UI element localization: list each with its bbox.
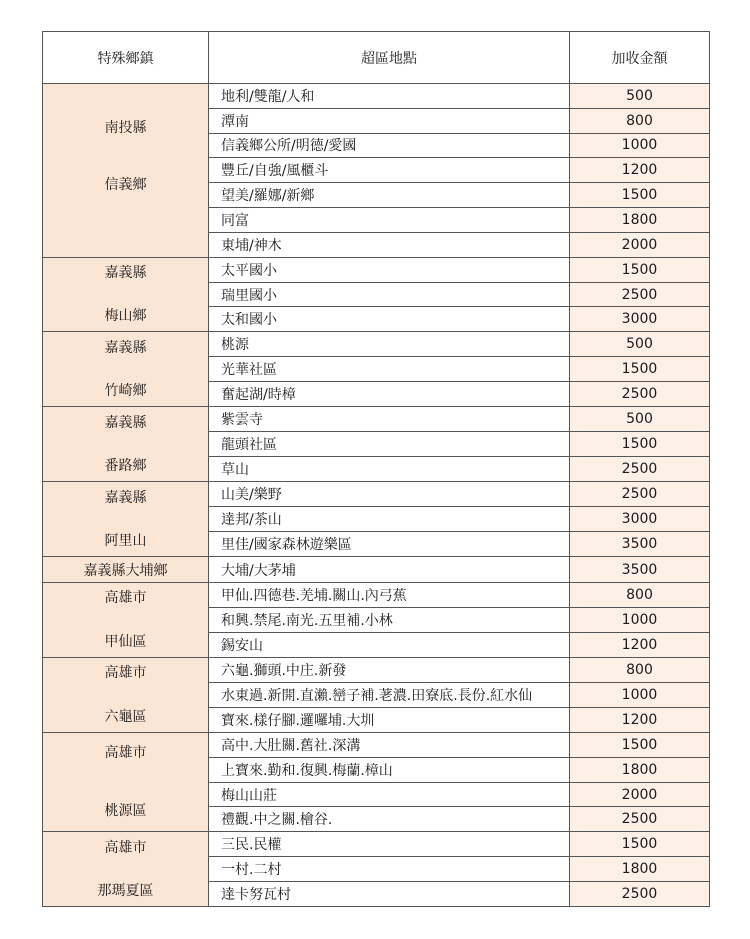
fee-cell: 3500 — [570, 557, 710, 583]
region-county: 嘉義縣 — [104, 264, 147, 281]
region-cell — [43, 832, 209, 907]
table-row — [43, 557, 710, 583]
location-cell: 太平國小 — [209, 257, 570, 282]
fee-cell: 500 — [570, 84, 710, 109]
fee-cell: 1500 — [570, 257, 710, 282]
region-cell — [43, 482, 209, 557]
fee-cell: 1800 — [570, 857, 710, 882]
table-row — [43, 582, 710, 607]
region-cell — [43, 657, 209, 732]
location-cell: 龍頭社區 — [209, 432, 570, 457]
location-cell: 和興.禁尾.南光.五里補.小林 — [209, 607, 570, 632]
location-cell: 同富 — [209, 207, 570, 232]
region-cell — [43, 84, 209, 258]
location-cell: 達邦/茶山 — [209, 507, 570, 532]
table-row — [43, 407, 710, 432]
region-township: 信義鄉 — [104, 177, 147, 194]
table-row — [43, 732, 710, 757]
region-county: 嘉義縣 — [104, 489, 147, 506]
location-cell: 望美/羅娜/新鄉 — [209, 183, 570, 208]
fee-cell: 1200 — [570, 707, 710, 732]
location-cell: 信義鄉公所/明德/愛國 — [209, 133, 570, 158]
location-cell: 三民.民權 — [209, 832, 570, 857]
location-cell: 瑞里國小 — [209, 282, 570, 307]
fee-cell: 1800 — [570, 207, 710, 232]
header-location: 超區地點 — [209, 32, 570, 84]
region-county: 嘉義縣 — [104, 339, 147, 356]
location-cell: 禮觀.中之關.檜谷. — [209, 807, 570, 832]
location-cell: 桃源 — [209, 332, 570, 357]
location-cell: 高中.大肚關.舊社.深溝 — [209, 732, 570, 757]
fee-cell: 2500 — [570, 882, 710, 907]
location-cell: 草山 — [209, 457, 570, 482]
fee-cell: 3500 — [570, 532, 710, 557]
fee-cell: 2500 — [570, 457, 710, 482]
region-county: 南投縣 — [104, 120, 147, 137]
location-cell: 里佳/國家森林遊樂區 — [209, 532, 570, 557]
location-cell: 梅山山莊 — [209, 782, 570, 807]
location-cell: 潭南 — [209, 108, 570, 133]
fee-cell: 800 — [570, 108, 710, 133]
region-township: 那瑪夏區 — [97, 883, 154, 900]
location-cell: 豐丘/自強/風櫃斗 — [209, 158, 570, 183]
location-cell: 達卡努瓦村 — [209, 882, 570, 907]
fee-cell: 3000 — [570, 507, 710, 532]
region-county: 嘉義縣大埔鄉 — [83, 562, 168, 579]
fee-cell: 1800 — [570, 757, 710, 782]
region-county: 高雄市 — [104, 590, 147, 607]
region-township: 甲仙區 — [104, 633, 147, 650]
location-cell: 山美/樂野 — [209, 482, 570, 507]
fee-cell: 1500 — [570, 432, 710, 457]
table-row — [43, 482, 710, 507]
region-township: 梅山鄉 — [104, 308, 147, 325]
region-cell — [43, 407, 209, 482]
location-cell: 紫雲寺 — [209, 407, 570, 432]
fee-cell: 1000 — [570, 133, 710, 158]
table-row — [43, 332, 710, 357]
table-row — [43, 257, 710, 282]
fee-cell: 500 — [570, 332, 710, 357]
location-cell: 水東過.新開.直瀨.巒子補.荖濃.田寮底.長份.紅水仙 — [209, 682, 570, 707]
header-row — [43, 32, 710, 84]
location-cell: 寶來.樣仔腳.邏囉埔.大圳 — [209, 707, 570, 732]
fee-cell: 2000 — [570, 232, 710, 257]
region-county: 高雄市 — [104, 744, 147, 761]
location-cell: 上寶來.勤和.復興.梅蘭.樟山 — [209, 757, 570, 782]
location-cell: 甲仙.四德巷.羌埔.關山.內弓蕉 — [209, 582, 570, 607]
location-cell: 地利/雙龍/人和 — [209, 84, 570, 109]
fee-cell: 1500 — [570, 357, 710, 382]
fee-cell: 2500 — [570, 282, 710, 307]
header-region: 特殊鄉鎮 — [43, 32, 209, 84]
fee-cell: 800 — [570, 582, 710, 607]
location-cell: 光華社區 — [209, 357, 570, 382]
region-township: 六龜區 — [104, 708, 147, 725]
location-cell: 六龜.獅頭.中庄.新發 — [209, 657, 570, 682]
location-cell: 一村.二村 — [209, 857, 570, 882]
region-cell — [43, 582, 209, 657]
fee-cell: 1000 — [570, 607, 710, 632]
region-cell — [43, 332, 209, 407]
fee-cell: 800 — [570, 657, 710, 682]
table-row — [43, 84, 710, 109]
fee-cell: 1200 — [570, 632, 710, 657]
table-row — [43, 832, 710, 857]
location-cell: 奮起湖/時樟 — [209, 382, 570, 407]
region-county: 高雄市 — [104, 839, 147, 856]
fee-cell: 1200 — [570, 158, 710, 183]
region-township: 竹崎鄉 — [104, 383, 147, 400]
table-body — [43, 84, 710, 907]
location-cell: 錫安山 — [209, 632, 570, 657]
fee-cell: 1500 — [570, 732, 710, 757]
fee-cell: 1000 — [570, 682, 710, 707]
region-cell — [43, 257, 209, 332]
table-row — [43, 657, 710, 682]
header-fee: 加收金額 — [570, 32, 710, 84]
fee-cell: 1500 — [570, 183, 710, 208]
region-cell — [43, 557, 209, 583]
region-township: 阿里山 — [104, 533, 147, 550]
fee-cell: 500 — [570, 407, 710, 432]
fee-cell: 2500 — [570, 482, 710, 507]
region-township: 桃源區 — [104, 802, 147, 819]
surcharge-table — [42, 31, 710, 907]
location-cell: 太和國小 — [209, 307, 570, 332]
fee-cell: 2500 — [570, 807, 710, 832]
location-cell: 大埔/大茅埔 — [209, 557, 570, 583]
region-county: 嘉義縣 — [104, 414, 147, 431]
fee-cell: 1500 — [570, 832, 710, 857]
location-cell: 東埔/神木 — [209, 232, 570, 257]
region-township: 番路鄉 — [104, 458, 147, 475]
fee-cell: 3000 — [570, 307, 710, 332]
region-cell — [43, 732, 209, 832]
region-county: 高雄市 — [104, 665, 147, 682]
fee-cell: 2000 — [570, 782, 710, 807]
fee-cell: 2500 — [570, 382, 710, 407]
